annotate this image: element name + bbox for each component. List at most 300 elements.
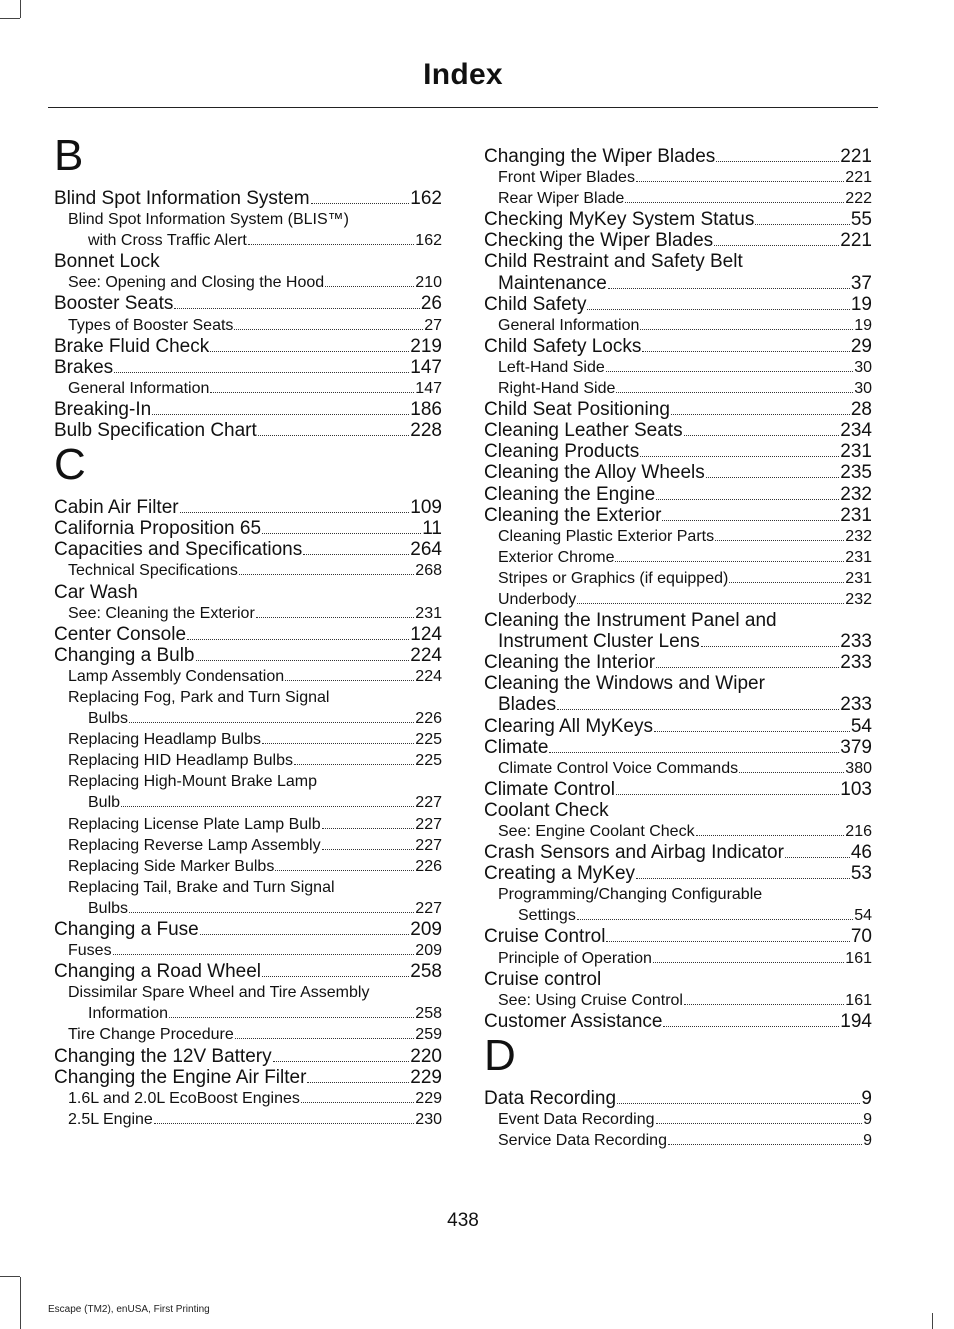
dot-leader xyxy=(129,912,414,913)
index-subentry xyxy=(484,357,872,378)
entry-text: Child Safety Locks xyxy=(484,335,642,357)
index-subentry xyxy=(484,884,872,905)
entry-text: Cleaning the Interior xyxy=(484,652,656,674)
index-entry xyxy=(484,863,872,884)
entry-page-number: 226 xyxy=(415,710,442,728)
entry-text: Underbody xyxy=(498,590,577,608)
entry-text: Types of Booster Seats xyxy=(68,316,234,334)
index-entry xyxy=(54,919,442,940)
crop-mark xyxy=(0,18,20,19)
entry-page-number: 28 xyxy=(850,399,872,421)
dot-leader xyxy=(656,499,839,500)
index-entry xyxy=(484,336,872,357)
dot-leader xyxy=(615,561,844,562)
index-entry xyxy=(484,842,872,863)
index-subentry xyxy=(484,1130,872,1151)
entry-page-number: 9 xyxy=(861,1087,872,1109)
entry-text: Climate Control xyxy=(484,778,615,800)
index-entry xyxy=(54,251,442,272)
entry-page-number: 268 xyxy=(415,562,442,580)
index-subentry xyxy=(484,547,872,568)
entry-text: Replacing Reverse Lamp Assembly xyxy=(68,836,321,854)
entry-page-number: 219 xyxy=(410,335,442,357)
dot-leader xyxy=(239,574,414,575)
index-subentry xyxy=(484,948,872,969)
index-entry xyxy=(484,926,872,947)
entry-page-number: 227 xyxy=(415,794,442,812)
entry-page-number: 194 xyxy=(840,1010,872,1032)
crop-mark xyxy=(20,1277,21,1329)
index-subentry xyxy=(484,188,872,209)
index-subentry xyxy=(54,209,442,230)
entry-page-number: 224 xyxy=(415,667,442,685)
entry-page-number: 161 xyxy=(845,991,872,1009)
crop-mark xyxy=(932,1313,933,1329)
entry-text: Brakes xyxy=(54,356,114,378)
entry-text: Booster Seats xyxy=(54,293,174,315)
entry-text: Cleaning Leather Seats xyxy=(484,420,683,442)
index-entry xyxy=(484,652,872,673)
index-entry xyxy=(54,624,442,645)
dot-leader xyxy=(256,617,415,618)
index-entry xyxy=(484,737,872,758)
dot-leader xyxy=(616,794,839,795)
entry-page-number: 19 xyxy=(850,293,872,315)
index-subentry xyxy=(54,315,442,336)
entry-text: Right-Hand Side xyxy=(498,380,616,398)
index-entry xyxy=(54,1067,442,1088)
entry-page-number: 103 xyxy=(840,778,872,800)
entry-page-number: 231 xyxy=(845,548,872,566)
index-entry xyxy=(54,188,442,209)
entry-page-number: 229 xyxy=(410,1066,442,1088)
entry-text: Car Wash xyxy=(54,581,138,603)
dot-leader xyxy=(606,941,849,942)
entry-text: Bulb Specification Chart xyxy=(54,420,257,442)
entry-page-number: 233 xyxy=(840,694,872,716)
index-entry xyxy=(484,209,872,230)
entry-text: Bulbs xyxy=(88,710,129,728)
entry-page-number: 230 xyxy=(415,1110,442,1128)
index-subentry xyxy=(54,230,442,251)
dot-leader xyxy=(129,722,414,723)
index-subentry xyxy=(484,589,872,610)
index-entry xyxy=(484,673,872,694)
dot-leader xyxy=(587,309,849,310)
entry-text: Cleaning Products xyxy=(484,441,640,463)
entry-page-number: 234 xyxy=(840,420,872,442)
entry-text: Fuses xyxy=(68,942,112,960)
entry-text: Center Console xyxy=(54,623,187,645)
entry-page-number: 26 xyxy=(420,293,442,315)
index-entry xyxy=(484,694,872,715)
index-subentry xyxy=(484,568,872,589)
dot-leader xyxy=(577,919,853,920)
entry-text: Checking MyKey System Status xyxy=(484,209,755,231)
dot-leader xyxy=(606,371,853,372)
entry-page-number: 258 xyxy=(415,1005,442,1023)
entry-page-number: 258 xyxy=(410,961,442,983)
index-subentry xyxy=(54,1088,442,1109)
footer-text: Escape (TM2), enUSA, First Printing xyxy=(48,1304,210,1315)
dot-leader xyxy=(235,1038,415,1039)
entry-page-number: 221 xyxy=(845,169,872,187)
entry-page-number: 161 xyxy=(845,949,872,967)
entry-text: Replacing License Plate Lamp Bulb xyxy=(68,815,321,833)
index-subentry xyxy=(54,708,442,729)
section-letter: C xyxy=(54,440,86,490)
entry-text: Checking the Wiper Blades xyxy=(484,230,714,252)
entry-text: See: Engine Coolant Check xyxy=(498,823,695,840)
dot-leader xyxy=(248,244,414,245)
entry-text: Cleaning the Engine xyxy=(484,483,656,505)
entry-page-number: 11 xyxy=(422,518,442,540)
entry-text: Breaking-In xyxy=(54,398,152,420)
dot-leader xyxy=(557,709,839,710)
entry-text: General Information xyxy=(68,379,210,397)
entry-text: Climate Control Voice Commands xyxy=(498,759,739,777)
entry-text: Cleaning Plastic Exterior Parts xyxy=(498,527,715,545)
dot-leader xyxy=(729,582,844,583)
entry-page-number: 210 xyxy=(415,274,442,292)
entry-text: See: Using Cruise Control xyxy=(498,991,683,1009)
index-entry xyxy=(484,251,872,272)
entry-text: Cleaning the Instrument Panel and xyxy=(484,610,777,632)
dot-leader xyxy=(169,1017,414,1018)
entry-page-number: 54 xyxy=(850,715,872,737)
index-subentry xyxy=(484,905,872,926)
index-subentry xyxy=(484,526,872,547)
entry-text: Replacing Headlamp Bulbs xyxy=(68,731,261,749)
entry-page-number: 46 xyxy=(850,842,872,864)
entry-text: Changing a Bulb xyxy=(54,644,195,666)
dot-leader xyxy=(656,667,839,668)
entry-text: Technical Specifications xyxy=(68,562,238,580)
dot-leader xyxy=(275,870,414,871)
index-subentry xyxy=(484,167,872,188)
index-entry xyxy=(484,610,872,631)
index-entry xyxy=(484,484,872,505)
index-subentry xyxy=(54,982,442,1003)
index-subentry xyxy=(484,1109,872,1130)
index-subentry xyxy=(54,1024,442,1045)
entry-text: Stripes or Graphics (if equipped) xyxy=(498,569,729,587)
entry-text: General Information xyxy=(498,316,640,334)
index-subentry xyxy=(54,378,442,399)
dot-leader xyxy=(636,181,844,182)
entry-text: Bulbs xyxy=(88,899,129,917)
entry-text: Child Safety xyxy=(484,293,587,315)
entry-page-number: 231 xyxy=(840,441,872,463)
index-entry xyxy=(484,631,872,652)
dot-leader xyxy=(577,603,844,604)
entry-text: Crash Sensors and Airbag Indicator xyxy=(484,842,784,864)
entry-text: Changing a Fuse xyxy=(54,919,199,940)
index-subentry xyxy=(54,666,442,687)
entry-page-number: 30 xyxy=(854,380,872,398)
index-subentry xyxy=(54,1003,442,1024)
dot-leader xyxy=(273,1061,410,1062)
entry-text: See: Cleaning the Exterior xyxy=(68,604,255,622)
index-subentry xyxy=(54,771,442,792)
dot-leader xyxy=(662,520,839,521)
entry-page-number: 225 xyxy=(415,752,442,770)
entry-text: Child Seat Positioning xyxy=(484,399,670,421)
dot-leader xyxy=(311,203,410,204)
index-subentry xyxy=(54,272,442,293)
dot-leader xyxy=(262,533,421,534)
index-subentry xyxy=(484,821,872,842)
entry-text: Rear Wiper Blade xyxy=(498,190,625,208)
index-entry xyxy=(54,497,442,518)
entry-text: Replacing HID Headlamp Bulbs xyxy=(68,752,293,770)
dot-leader xyxy=(294,764,414,765)
entry-page-number: 29 xyxy=(850,335,872,357)
entry-text: Programming/Changing Configurable xyxy=(498,886,763,904)
page-title: Index xyxy=(423,58,503,91)
entry-page-number: 259 xyxy=(415,1026,442,1044)
index-subentry xyxy=(484,990,872,1011)
index-entry xyxy=(484,441,872,462)
dot-leader xyxy=(715,540,844,541)
entry-text: Blades xyxy=(498,694,557,716)
index-column-left xyxy=(54,132,442,1130)
dot-leader xyxy=(114,372,409,373)
entry-text: Lamp Assembly Condensation xyxy=(68,667,285,685)
dot-leader xyxy=(262,976,409,977)
dot-leader xyxy=(636,878,850,879)
entry-text: Replacing High-Mount Brake Lamp xyxy=(68,773,318,791)
entry-text: Cleaning the Windows and Wiper xyxy=(484,673,765,695)
dot-leader xyxy=(716,161,839,162)
section-letter: D xyxy=(484,1030,516,1080)
entry-text: Bonnet Lock xyxy=(54,251,160,273)
index-entry xyxy=(484,505,872,526)
dot-leader xyxy=(616,392,853,393)
entry-text: Creating a MyKey xyxy=(484,863,636,885)
dot-leader xyxy=(640,456,839,457)
entry-page-number: 232 xyxy=(845,527,872,545)
index-subentry xyxy=(54,687,442,708)
entry-page-number: 27 xyxy=(424,316,442,334)
entry-text: Blind Spot Information System (BLIS™) xyxy=(68,211,349,229)
page-number: 438 xyxy=(447,1210,479,1231)
dot-leader xyxy=(696,835,845,836)
entry-page-number: 147 xyxy=(415,379,442,397)
entry-text: Capacities and Specifications xyxy=(54,539,303,561)
dot-leader xyxy=(549,752,839,753)
entry-page-number: 220 xyxy=(410,1045,442,1067)
entry-text: Exterior Chrome xyxy=(498,548,615,566)
dot-leader xyxy=(608,288,850,289)
entry-page-number: 231 xyxy=(840,504,872,526)
entry-page-number: 19 xyxy=(854,316,872,334)
entry-text: Clearing All MyKeys xyxy=(484,715,653,737)
entry-text: Changing the Engine Air Filter xyxy=(54,1066,307,1088)
index-subentry xyxy=(54,877,442,898)
crop-mark xyxy=(20,0,21,18)
entry-text: with Cross Traffic Alert xyxy=(88,232,247,250)
dot-leader xyxy=(301,1102,414,1103)
entry-text: 2.5L Engine xyxy=(68,1110,153,1128)
entry-page-number: 216 xyxy=(845,823,872,840)
dot-leader xyxy=(200,934,410,935)
entry-page-number: 37 xyxy=(850,272,872,294)
dot-leader xyxy=(684,1004,844,1005)
dot-leader xyxy=(322,828,415,829)
entry-page-number: 9 xyxy=(863,1132,872,1150)
entry-page-number: 30 xyxy=(854,358,872,376)
dot-leader xyxy=(663,1026,839,1027)
dot-leader xyxy=(322,849,415,850)
entry-page-number: 124 xyxy=(410,623,442,645)
dot-leader xyxy=(154,1123,414,1124)
entry-text: Blind Spot Information System xyxy=(54,188,310,209)
entry-text: Cleaning the Exterior xyxy=(484,504,662,526)
dot-leader xyxy=(210,392,414,393)
entry-page-number: 70 xyxy=(850,926,872,948)
entry-page-number: 225 xyxy=(415,731,442,749)
entry-text: Settings xyxy=(518,907,576,925)
entry-page-number: 221 xyxy=(840,230,872,252)
dot-leader xyxy=(617,1103,860,1104)
index-entry xyxy=(54,399,442,420)
dot-leader xyxy=(325,286,414,287)
entry-text: Changing a Road Wheel xyxy=(54,961,262,983)
entry-page-number: 380 xyxy=(845,759,872,777)
entry-text: 1.6L and 2.0L EcoBoost Engines xyxy=(68,1089,300,1107)
index-entry xyxy=(54,357,442,378)
entry-page-number: 228 xyxy=(410,420,442,442)
dot-leader xyxy=(285,680,414,681)
index-entry xyxy=(484,462,872,483)
index-entry xyxy=(484,716,872,737)
entry-page-number: 162 xyxy=(415,232,442,250)
dot-leader xyxy=(307,1082,409,1083)
index-entry xyxy=(484,779,872,800)
entry-text: Coolant Check xyxy=(484,799,609,821)
entry-text: Cruise Control xyxy=(484,926,606,948)
entry-text: Climate xyxy=(484,736,549,758)
dot-leader xyxy=(714,245,839,246)
entry-text: Service Data Recording xyxy=(498,1132,667,1150)
dot-leader xyxy=(174,308,420,309)
entry-page-number: 226 xyxy=(415,857,442,875)
dot-leader xyxy=(187,639,409,640)
entry-page-number: 147 xyxy=(410,356,442,378)
index-subentry xyxy=(54,898,442,919)
dot-leader xyxy=(656,1123,863,1124)
index-entry xyxy=(484,294,872,315)
entry-page-number: 109 xyxy=(410,497,442,519)
index-subentry xyxy=(54,835,442,856)
dot-leader xyxy=(654,731,850,732)
entry-page-number: 233 xyxy=(840,652,872,674)
entry-text: California Proposition 65 xyxy=(54,518,262,540)
index-entry xyxy=(54,645,442,666)
crop-mark xyxy=(0,1276,20,1277)
entry-text: See: Opening and Closing the Hood xyxy=(68,274,325,292)
index-subentry xyxy=(484,315,872,336)
entry-text: Changing the Wiper Blades xyxy=(484,146,716,167)
dot-leader xyxy=(653,962,844,963)
entry-text: Principle of Operation xyxy=(498,949,652,967)
index-entry xyxy=(54,961,442,982)
dot-leader xyxy=(755,224,850,225)
dot-leader xyxy=(121,806,414,807)
dot-leader xyxy=(684,435,840,436)
entry-text: Cruise control xyxy=(484,968,602,990)
dot-leader xyxy=(234,329,423,330)
dot-leader xyxy=(668,1144,862,1145)
entry-page-number: 227 xyxy=(415,899,442,917)
entry-page-number: 235 xyxy=(840,462,872,484)
entry-text: Cabin Air Filter xyxy=(54,497,179,519)
index-column-right xyxy=(484,146,872,1151)
entry-text: Dissimilar Spare Wheel and Tire Assembly xyxy=(68,984,370,1002)
dot-leader xyxy=(303,554,409,555)
entry-page-number: 224 xyxy=(410,644,442,666)
index-subentry xyxy=(484,378,872,399)
index-subentry xyxy=(484,758,872,779)
entry-page-number: 232 xyxy=(845,590,872,608)
entry-page-number: 233 xyxy=(840,631,872,653)
entry-page-number: 162 xyxy=(410,188,442,209)
index-entry xyxy=(484,399,872,420)
index-entry xyxy=(484,230,872,251)
index-entry xyxy=(54,1046,442,1067)
entry-text: Bulb xyxy=(88,794,121,812)
entry-text: Event Data Recording xyxy=(498,1111,655,1129)
entry-page-number: 209 xyxy=(410,919,442,940)
dot-leader xyxy=(625,202,844,203)
entry-page-number: 55 xyxy=(850,209,872,231)
index-subentry xyxy=(54,792,442,813)
entry-page-number: 232 xyxy=(840,483,872,505)
entry-text: Replacing Side Marker Bulbs xyxy=(68,857,275,875)
entry-text: Left-Hand Side xyxy=(498,358,605,376)
index-entry xyxy=(484,969,872,990)
entry-page-number: 9 xyxy=(863,1111,872,1129)
dot-leader xyxy=(258,435,410,436)
index-entry xyxy=(484,800,872,821)
entry-page-number: 54 xyxy=(854,907,872,925)
index-entry xyxy=(484,1011,872,1032)
dot-leader xyxy=(196,660,410,661)
entry-page-number: 264 xyxy=(410,539,442,561)
entry-page-number: 221 xyxy=(840,146,872,167)
entry-page-number: 231 xyxy=(415,604,442,622)
index-subentry xyxy=(54,940,442,961)
entry-text: Replacing Fog, Park and Turn Signal xyxy=(68,688,330,706)
index-subentry xyxy=(54,814,442,835)
index-entry xyxy=(54,336,442,357)
entry-text: Changing the 12V Battery xyxy=(54,1045,272,1067)
entry-text: Brake Fluid Check xyxy=(54,335,210,357)
dot-leader xyxy=(701,646,840,647)
dot-leader xyxy=(785,857,850,858)
dot-leader xyxy=(642,351,850,352)
index-entry xyxy=(54,518,442,539)
index-entry xyxy=(484,1088,872,1109)
index-subentry xyxy=(54,603,442,624)
entry-text: Information xyxy=(88,1005,169,1023)
entry-page-number: 229 xyxy=(415,1089,442,1107)
entry-page-number: 209 xyxy=(415,942,442,960)
dot-leader xyxy=(671,414,850,415)
dot-leader xyxy=(262,743,414,744)
index-subentry xyxy=(54,856,442,877)
